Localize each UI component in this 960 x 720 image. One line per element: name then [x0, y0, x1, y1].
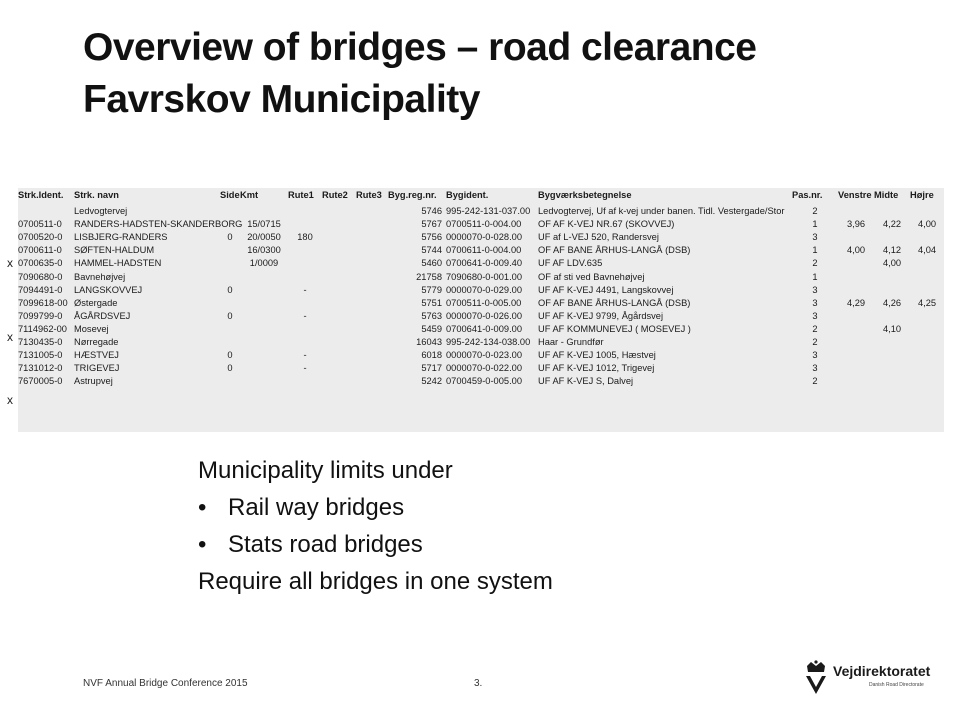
table-cell: 995-242-134-038.00	[446, 337, 531, 348]
col-header: Side	[220, 190, 240, 200]
table-cell: 7099618-00	[18, 297, 68, 308]
table-cell: 0	[227, 350, 233, 361]
table-cell	[838, 362, 874, 375]
table-cell: 3	[812, 297, 818, 308]
table-row	[18, 310, 944, 323]
table-cell	[220, 244, 240, 257]
table-cell: 0	[227, 284, 233, 295]
table-cell: Mosevej	[74, 323, 109, 334]
notes-block	[198, 452, 758, 600]
slide-title	[83, 22, 943, 126]
table-cell: 21758	[416, 271, 442, 282]
table-cell: HÆSTVEJ	[74, 350, 119, 361]
col-header: Rute1	[288, 190, 314, 200]
table-cell	[322, 271, 356, 284]
table-cell	[322, 310, 356, 323]
table-cell: -	[303, 310, 307, 321]
table-cell	[240, 375, 288, 388]
footer-page-number: 3.	[474, 678, 483, 689]
table-cell: OF AF BANE ÅRHUS-LANGÅ (DSB)	[538, 297, 691, 308]
table-cell: SØFTEN-HALDUM	[74, 245, 155, 256]
table-cell	[288, 323, 322, 336]
table-cell	[910, 375, 944, 388]
table-cell: 4,00	[846, 245, 866, 256]
logo-name: Vejdirektoratet	[833, 663, 931, 679]
table-cell	[356, 323, 388, 336]
table-row	[18, 284, 944, 297]
bullet-text: Rail way bridges	[228, 494, 405, 521]
table-cell: 2	[812, 258, 818, 269]
table-row	[18, 271, 944, 284]
table-cell	[356, 218, 388, 231]
col-header: Byg.reg.nr.	[388, 190, 437, 200]
table-cell	[322, 323, 356, 336]
col-header: Strk.Ident.	[18, 190, 64, 200]
col-header: Bygværksbetegnelse	[538, 190, 632, 200]
table-cell: 5779	[421, 284, 442, 295]
margin-x-mark: x	[7, 393, 13, 407]
table-cell: 0700511-0-004.00	[446, 219, 522, 230]
table-cell: 0000070-0-029.00	[446, 284, 522, 295]
table-cell	[240, 362, 288, 375]
col-header: Højre	[910, 190, 934, 200]
table-cell	[240, 297, 288, 310]
table-cell	[910, 362, 944, 375]
col-header: Pas.nr.	[792, 190, 823, 200]
table-cell	[18, 205, 74, 218]
table-cell: Astrupvej	[74, 376, 113, 387]
table-cell	[838, 349, 874, 362]
table-row	[18, 297, 944, 310]
table-cell: 0000070-0-028.00	[446, 232, 522, 243]
table-cell	[288, 205, 322, 218]
table-cell: 3	[812, 310, 818, 321]
table-cell	[874, 310, 910, 323]
table-cell	[910, 336, 944, 349]
table-cell	[874, 205, 910, 218]
table-cell: 5242	[421, 376, 442, 387]
table-row	[18, 244, 944, 257]
table-cell: 5717	[421, 363, 442, 374]
table-cell: 7130435-0	[18, 337, 63, 348]
table-cell	[838, 231, 874, 244]
table-cell: 0000070-0-022.00	[446, 363, 522, 374]
table-cell	[220, 297, 240, 310]
bullet-text: Stats road bridges	[228, 531, 423, 558]
table-cell	[874, 231, 910, 244]
bridge-table-image	[18, 188, 944, 432]
table-cell: -	[303, 350, 307, 361]
table-cell: 0700511-0	[18, 219, 62, 230]
table-cell: 6018	[421, 350, 442, 361]
table-cell: 4,29	[846, 297, 866, 308]
table-cell: 1	[812, 245, 818, 256]
table-cell: 0700459-0-005.00	[446, 376, 522, 387]
table-cell: 7670005-0	[18, 376, 63, 387]
table-cell: UF AF LDV.635	[538, 258, 603, 269]
table-cell	[356, 375, 388, 388]
col-header: Midte	[874, 190, 899, 200]
table-cell: 0700641-0-009.40	[446, 258, 522, 269]
table-cell: 5460	[421, 258, 442, 269]
table-cell: 1	[812, 219, 818, 230]
table-cell	[288, 375, 322, 388]
table-cell: 0000070-0-023.00	[446, 350, 522, 361]
table-cell: 0700641-0-009.00	[446, 323, 522, 334]
bullet-icon: •	[198, 531, 207, 558]
table-cell: LISBJERG-RANDERS	[74, 232, 168, 243]
table-cell: LANGSKOVVEJ	[74, 284, 143, 295]
col-header: Venstre	[838, 190, 872, 200]
table-cell	[356, 284, 388, 297]
table-cell	[322, 244, 356, 257]
bullet-item	[198, 489, 758, 526]
table-cell: 2	[812, 337, 818, 348]
table-cell	[220, 271, 240, 284]
table-cell: UF AF K-VEJ 1012, Trigevej	[538, 363, 655, 374]
table-cell: Ledvogtervej, Uf af k-vej under banen. Tidl. Vestergade/Stor	[538, 206, 785, 217]
table-cell: 5767	[421, 219, 442, 230]
table-cell: 2	[812, 206, 818, 217]
table-cell	[288, 257, 322, 270]
table-cell: 20/0050	[247, 232, 281, 243]
col-header: Kmt	[240, 190, 259, 200]
table-cell: ÅGÅRDSVEJ	[74, 310, 131, 321]
table-cell: UF AF K-VEJ 9799, Ågårdsvej	[538, 310, 664, 321]
table-cell: 0700520-0	[18, 232, 63, 243]
table-cell	[220, 205, 240, 218]
table-cell	[356, 297, 388, 310]
title-line-2: Favrskov Municipality	[83, 78, 480, 121]
table-cell	[220, 336, 240, 349]
table-cell: 0	[227, 363, 233, 374]
bullet-icon: •	[198, 494, 207, 521]
table-row	[18, 362, 944, 375]
table-cell: TRIGEVEJ	[74, 363, 120, 374]
table-cell	[910, 349, 944, 362]
table-cell	[240, 205, 288, 218]
title-line-1: Overview of bridges – road clearance	[83, 26, 757, 69]
table-cell	[838, 284, 874, 297]
table-cell	[322, 284, 356, 297]
table-cell: 5746	[421, 206, 442, 217]
table-cell	[838, 375, 874, 388]
table-cell: 3	[812, 284, 818, 295]
table-cell	[322, 205, 356, 218]
table-cell: 7090680-0	[18, 271, 63, 282]
table-cell: 4,04	[917, 245, 937, 256]
table-cell: UF AF K-VEJ S, Dalvej	[538, 376, 634, 387]
table-cell: 16043	[416, 337, 442, 348]
table-cell	[288, 244, 322, 257]
table-cell: RANDERS-HADSTEN-SKANDERBORG	[74, 219, 243, 230]
table-cell: 3	[812, 363, 818, 374]
table-cell: UF af L-VEJ 520, Randersvej	[538, 232, 659, 243]
table-cell: 4,25	[917, 297, 937, 308]
footer-conference: NVF Annual Bridge Conference 2015	[83, 678, 248, 689]
table-row	[18, 323, 944, 336]
table-body	[18, 205, 944, 388]
table-row	[18, 205, 944, 218]
table-cell	[910, 271, 944, 284]
table-cell	[240, 271, 288, 284]
table-cell: HAMMEL-HADSTEN	[74, 258, 162, 269]
table-cell	[838, 310, 874, 323]
table-cell	[288, 297, 322, 310]
table-cell: 0700611-0	[18, 245, 62, 256]
table-cell	[288, 271, 322, 284]
table-cell	[356, 244, 388, 257]
table-cell: Ledvogtervej	[74, 206, 128, 217]
table-cell	[874, 362, 910, 375]
table-cell	[322, 362, 356, 375]
table-cell	[838, 336, 874, 349]
table-row	[18, 375, 944, 388]
table-cell	[910, 284, 944, 297]
table-cell: OF af sti ved Bavnehøjvej	[538, 271, 645, 282]
table-cell	[910, 257, 944, 270]
table-cell	[356, 205, 388, 218]
table-cell: 2	[812, 323, 818, 334]
table-cell: 1	[812, 271, 818, 282]
table-cell: 5744	[421, 245, 442, 256]
col-header: Strk. navn	[74, 190, 119, 200]
table-cell: 1/0009	[249, 258, 279, 269]
table-cell	[322, 297, 356, 310]
table-cell: 7099799-0	[18, 310, 63, 321]
table-cell: 7094491-0	[18, 284, 63, 295]
table-cell: 0700511-0-005.00	[446, 297, 522, 308]
table-cell: 4,22	[882, 219, 902, 230]
table-cell: Østergade	[74, 297, 118, 308]
table-cell: 0	[227, 310, 233, 321]
table-cell: 0000070-0-026.00	[446, 310, 522, 321]
table-cell: 4,26	[882, 297, 902, 308]
table-cell	[838, 271, 874, 284]
table-cell: 7131012-0	[18, 363, 63, 374]
table-cell	[356, 362, 388, 375]
table-cell	[838, 257, 874, 270]
table-cell	[874, 349, 910, 362]
table-cell	[240, 336, 288, 349]
table-cell	[356, 231, 388, 244]
table-row	[18, 336, 944, 349]
vejdirektoratet-logo	[803, 660, 953, 700]
col-header: Bygident.	[446, 190, 489, 200]
table-cell	[322, 336, 356, 349]
margin-x-mark: x	[7, 256, 13, 270]
table-row	[18, 349, 944, 362]
table-cell	[322, 257, 356, 270]
table-cell: 7090680-0-001.00	[446, 271, 522, 282]
table-cell: 7131005-0	[18, 350, 63, 361]
table-cell: 0700611-0-004.00	[446, 245, 522, 256]
bullet-item	[198, 526, 758, 563]
table-cell	[838, 205, 874, 218]
table-cell: 0700635-0	[18, 258, 63, 269]
table-cell	[322, 349, 356, 362]
table-cell	[240, 323, 288, 336]
table-cell: 3	[812, 232, 818, 243]
table-cell	[356, 310, 388, 323]
margin-x-mark: x	[7, 330, 13, 344]
table-header-row	[18, 188, 944, 205]
col-header: Rute3	[356, 190, 382, 200]
table-cell	[910, 231, 944, 244]
table-cell: -	[303, 284, 307, 295]
table-cell: 3	[812, 350, 818, 361]
table-cell: Nørregade	[74, 337, 119, 348]
table-cell	[910, 205, 944, 218]
table-cell	[910, 323, 944, 336]
table-cell: 5459	[421, 323, 442, 334]
table-row	[18, 218, 944, 231]
table-cell	[220, 257, 240, 270]
table-cell: Bavnehøjvej	[74, 271, 126, 282]
table-cell: 16/0300	[247, 245, 281, 256]
table-cell: 15/0715	[247, 219, 281, 230]
logo-subtitle: Danish Road Directorate	[869, 682, 924, 688]
col-header: Rute2	[322, 190, 348, 200]
table-cell	[322, 231, 356, 244]
table-cell: 180	[297, 232, 313, 243]
table-cell	[874, 375, 910, 388]
table-row	[18, 231, 944, 244]
table-cell	[240, 349, 288, 362]
table-cell: -	[303, 363, 307, 374]
table-cell: Haar - Grundfør	[538, 337, 604, 348]
table-cell: UF AF K-VEJ 4491, Langskovvej	[538, 284, 674, 295]
notes-heading: Municipality limits under	[198, 457, 453, 484]
table-cell: 5763	[421, 310, 442, 321]
table-cell: 3,96	[846, 219, 866, 230]
table-cell	[220, 323, 240, 336]
table-cell	[874, 336, 910, 349]
table-cell: 4,12	[882, 245, 902, 256]
table-cell: UF AF K-VEJ 1005, Hæstvej	[538, 350, 656, 361]
table-cell	[356, 349, 388, 362]
table-cell	[240, 284, 288, 297]
table-cell	[288, 218, 322, 231]
table-cell	[356, 336, 388, 349]
table-cell: 4,00	[917, 219, 937, 230]
table-cell: 4,10	[882, 323, 902, 334]
table-cell	[356, 257, 388, 270]
table-cell: 2	[812, 376, 818, 387]
table-cell	[874, 284, 910, 297]
table-cell: 0	[227, 232, 233, 243]
table-row	[18, 257, 944, 270]
table-cell: 5756	[421, 232, 442, 243]
table-cell	[240, 310, 288, 323]
notes-footer-line: Require all bridges in one system	[198, 568, 553, 595]
table-cell: OF AF K-VEJ NR.67 (SKOVVEJ)	[538, 219, 675, 230]
table-cell	[874, 271, 910, 284]
table-cell: 995-242-131-037.00	[446, 206, 531, 217]
table-cell: UF AF KOMMUNEVEJ ( MOSEVEJ )	[538, 323, 691, 334]
table-cell: 5751	[421, 297, 442, 308]
table-cell	[838, 323, 874, 336]
table-cell	[288, 336, 322, 349]
table-cell: 4,00	[882, 258, 902, 269]
crown-icon	[803, 660, 829, 696]
table-cell	[910, 310, 944, 323]
table-cell	[220, 375, 240, 388]
table-cell: OF AF BANE ÅRHUS-LANGÅ (DSB)	[538, 245, 691, 256]
bridge-table	[18, 188, 944, 388]
table-cell: 7114962-00	[18, 323, 67, 334]
table-cell	[322, 218, 356, 231]
table-cell	[322, 375, 356, 388]
table-cell	[356, 271, 388, 284]
